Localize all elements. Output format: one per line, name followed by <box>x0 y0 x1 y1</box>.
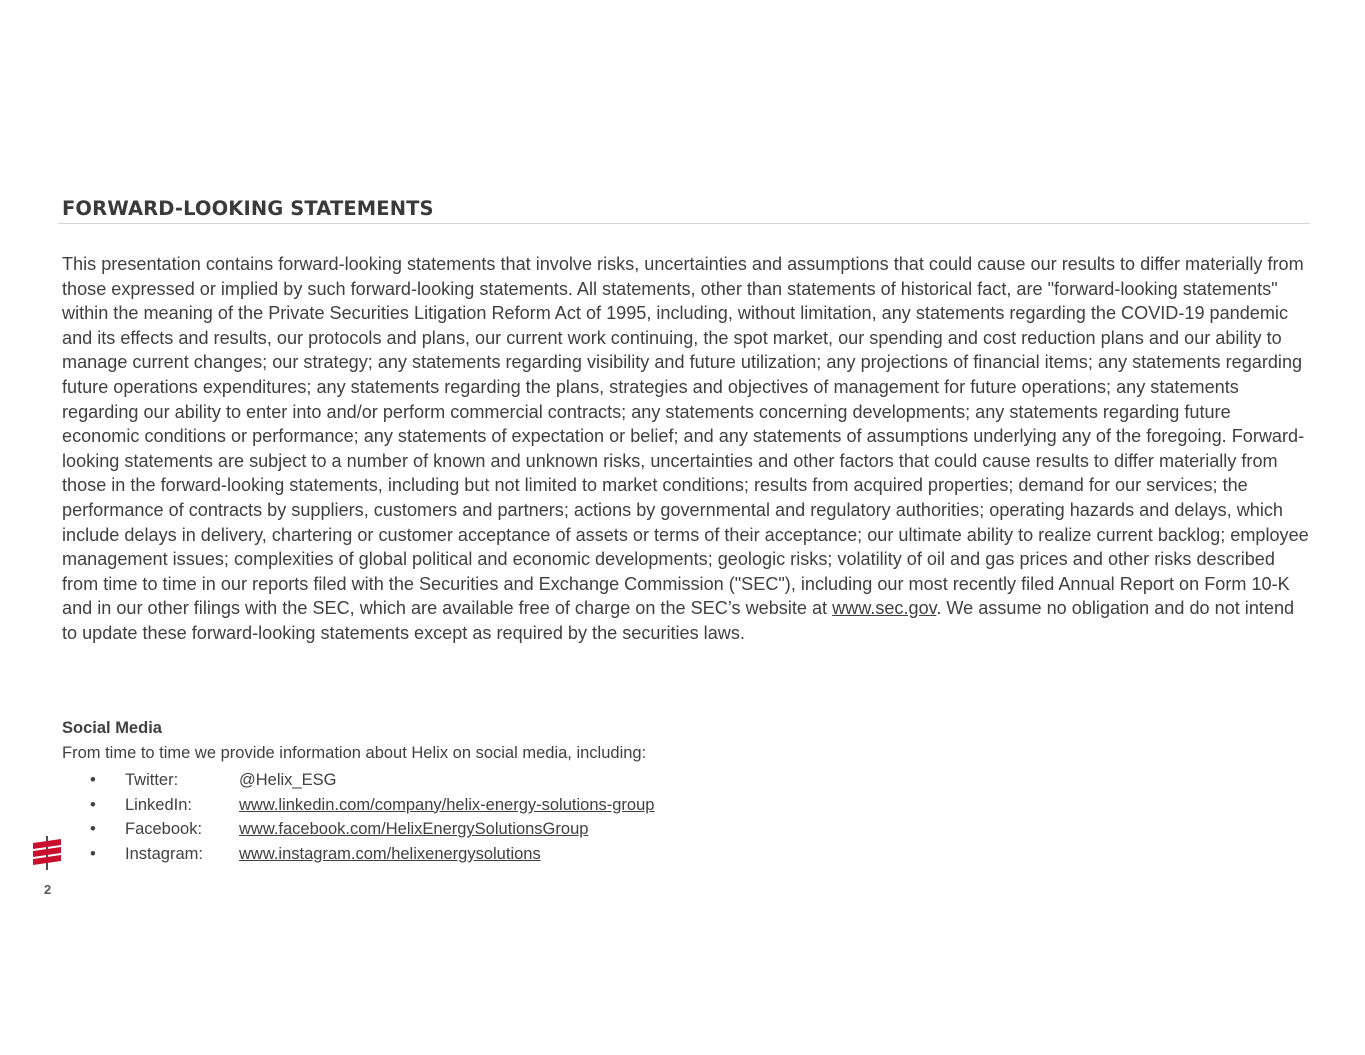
page-number: 2 <box>44 882 52 897</box>
title-divider <box>58 223 1310 224</box>
social-platform-label: Facebook: <box>125 820 203 839</box>
social-media-intro: From time to time we provide information about Helix on social media, including: <box>62 744 647 762</box>
statement-text-before-link: This presentation contains forward-looking statements that involve risks, uncertainties and assumptions that could cause our results to differ materially from those expressed or implied by such forward-looking statements. All statements, other than statements of historical fact, are "forward-looking statements" within the meaning of the Private Securities Litigation Reform Act of 1995, including, without limitation, any statements regarding the COVID-19 pandemic and its effects and results, our protocols and plans, our current work continuing, the spot market, our spending and cost reduction plans and our ability to manage current changes; our strategy; any statements regarding visibility and future utilization; any projections of financial items; any statements regarding future operations expenditures; any statements regarding the plans, strategies and objectives of management for future operations; any statements regarding our ability to enter into and/or perform commercial contracts; any statements concerning developments; any statements regarding future economic conditions or performance; any statements of expectation or belief; and any statements of assumptions underlying any of the foregoing. Forward-looking statements are subject to a number of known and unknown risks, uncertainties and other factors that could cause results to differ materially from those in the forward-looking statements, including but not limited to market conditions; results from acquired properties; demand for our services; the performance of contracts by suppliers, customers and partners; actions by governmental and regulatory authorities; operating hazards and delays, which include delays in delivery, chartering or customer acceptance of assets or terms of their acceptance; our ultimate ability to realize current backlog; employee management issues; complexities of global political and economic developments; geologic risks; volatility of oil and gas prices and other risks described from time to time in our reports filed with the Securities and Exchange Commission ("SEC"), including our most recently filed Annual Report on Form 10-K and in our other filings with the SEC, which are available free of charge on the SEC’s website at <box>62 254 1309 619</box>
statement-text-after-link: . We assume no obligation and do not intend to update these forward-looking statements except as required by the securities laws. <box>62 598 1295 643</box>
sec-website-link[interactable]: www.sec.gov <box>832 598 937 619</box>
social-media-heading: Social Media <box>62 719 162 737</box>
bullet-icon: • <box>90 795 96 814</box>
instagram-link[interactable]: www.instagram.com/helixenergysolutions <box>239 844 541 863</box>
bullet-icon: • <box>90 820 96 839</box>
twitter-handle: @Helix_ESG <box>239 771 337 789</box>
facebook-link[interactable]: www.facebook.com/HelixEnergySolutionsGroup <box>239 820 589 839</box>
social-platform-label: Instagram: <box>125 844 203 863</box>
social-platform-label: LinkedIn: <box>125 795 192 814</box>
forward-looking-statement-text <box>62 252 1312 646</box>
bullet-icon: • <box>90 771 96 789</box>
slide-title: FORWARD-LOOKING STATEMENTS <box>62 197 434 220</box>
social-platform-label: Twitter: <box>125 771 179 789</box>
bullet-icon: • <box>90 844 96 863</box>
linkedin-link[interactable]: www.linkedin.com/company/helix-energy-solutions-group <box>239 795 655 814</box>
helix-logo-icon <box>31 836 63 870</box>
